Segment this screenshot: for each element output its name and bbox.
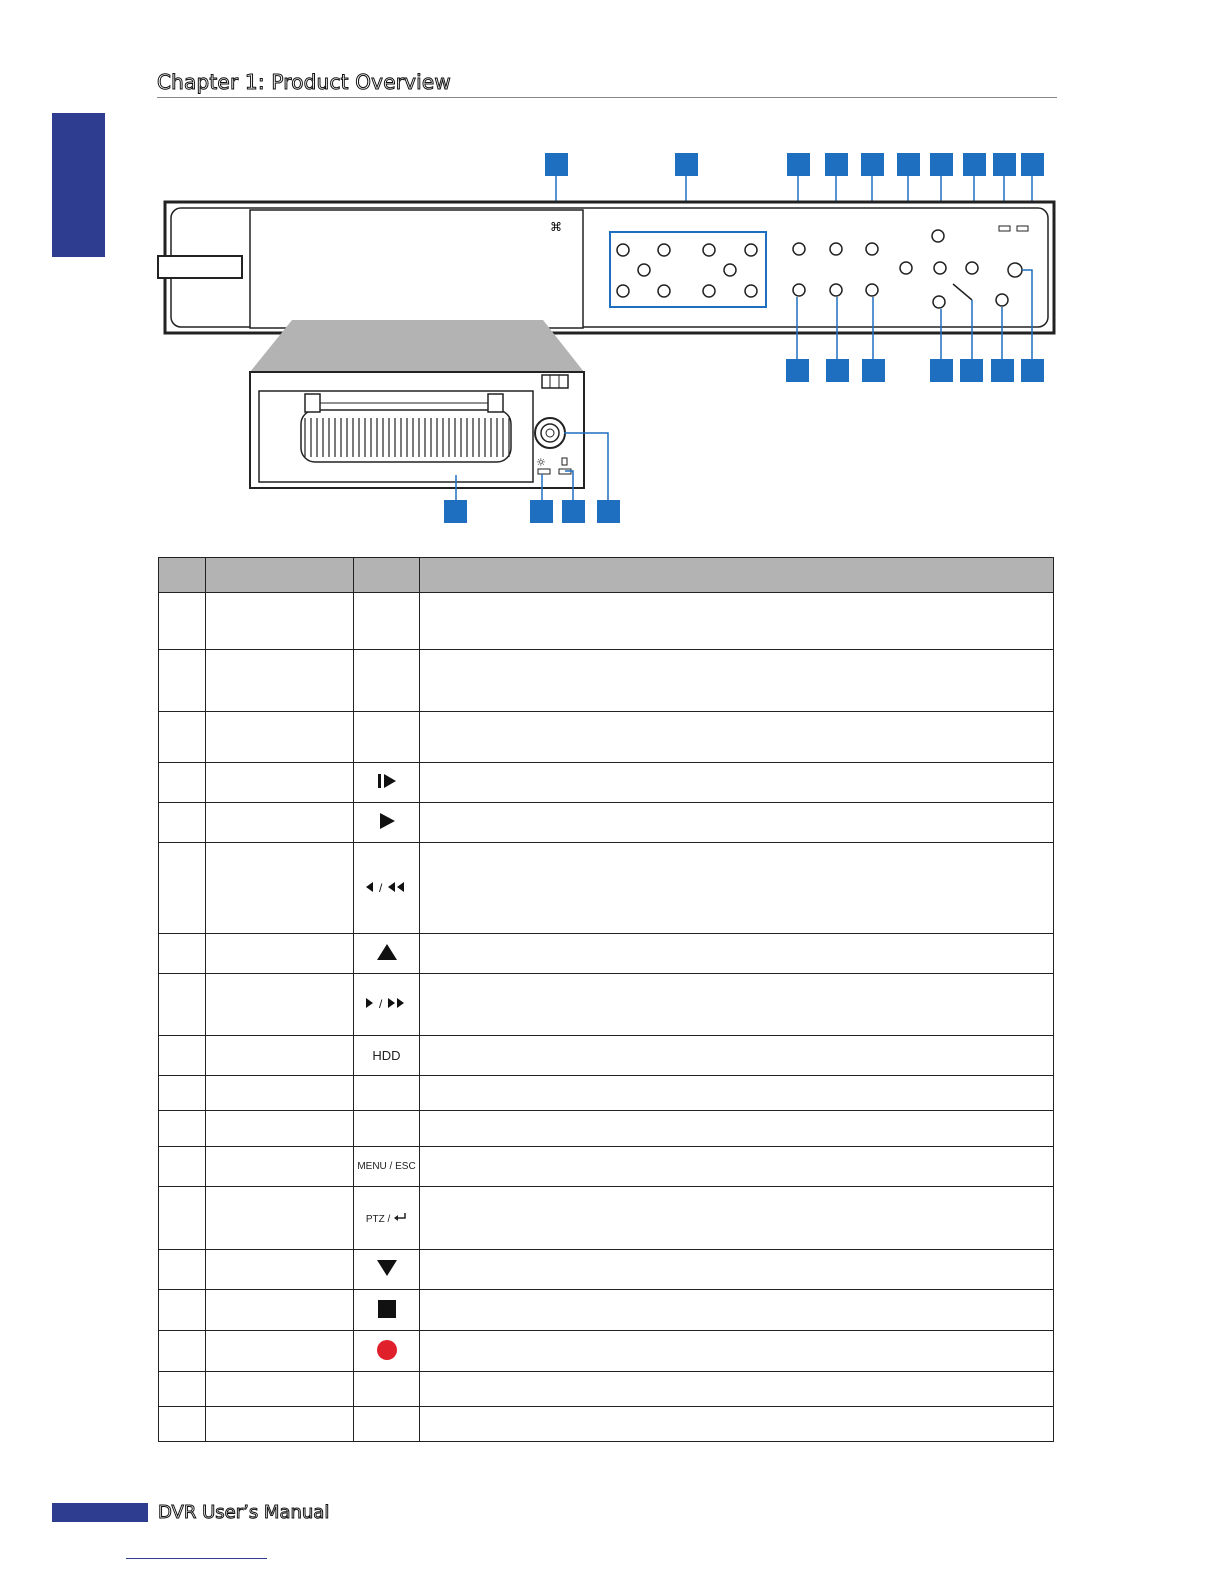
table-row [159, 1331, 1054, 1372]
table-row [159, 1372, 1054, 1407]
table-row [159, 650, 1054, 712]
table-row [159, 1036, 1054, 1076]
table-row [159, 803, 1054, 843]
table-row [159, 843, 1054, 934]
table-row [159, 593, 1054, 650]
footer-manual-title: DVR User’s Manual [158, 1502, 330, 1523]
svg-text:/: / [378, 880, 382, 894]
ptz-label: PTZ / [365, 1213, 391, 1225]
dvr-front-panel-diagram [0, 0, 1224, 540]
table-row [159, 934, 1054, 974]
table-row [159, 1250, 1054, 1290]
stop-icon [377, 1299, 397, 1319]
page-header-title: Chapter 1: Product Overview [157, 70, 451, 94]
footer-link-underline [126, 1558, 267, 1559]
front-panel-spec-table [158, 557, 1054, 1442]
table-row [159, 1290, 1054, 1331]
table-row [159, 1407, 1054, 1442]
forward-icon [364, 996, 410, 1010]
down-arrow-icon [376, 1259, 398, 1277]
play-icon [378, 812, 396, 830]
callout-markers-tray [444, 500, 620, 523]
table-row [159, 712, 1054, 763]
dvr-chassis [158, 202, 1054, 333]
zoom-projection [250, 320, 584, 372]
table-row [159, 1111, 1054, 1147]
footer-accent-bar [52, 1503, 148, 1522]
svg-text:/: / [378, 997, 382, 1010]
rewind-icon [364, 880, 410, 894]
step-play-icon [377, 773, 397, 789]
table-row [159, 1187, 1054, 1250]
table-row [159, 974, 1054, 1036]
record-icon [376, 1339, 398, 1361]
svg-text:☼: ☼ [536, 456, 546, 469]
menu-esc-label: MENU / ESC [357, 1161, 416, 1172]
table-row [159, 1076, 1054, 1111]
callout-markers-top [545, 153, 1044, 176]
table-row [159, 1147, 1054, 1187]
table-row [159, 763, 1054, 803]
callout-markers-bottom [786, 359, 1044, 382]
hdd-label: HDD [372, 1048, 401, 1063]
svg-text:⌘: ⌘ [550, 220, 562, 234]
hdd-tray-detail [250, 372, 584, 488]
enter-icon [393, 1212, 407, 1222]
table-header-row [159, 558, 1054, 593]
up-arrow-icon [376, 943, 398, 961]
